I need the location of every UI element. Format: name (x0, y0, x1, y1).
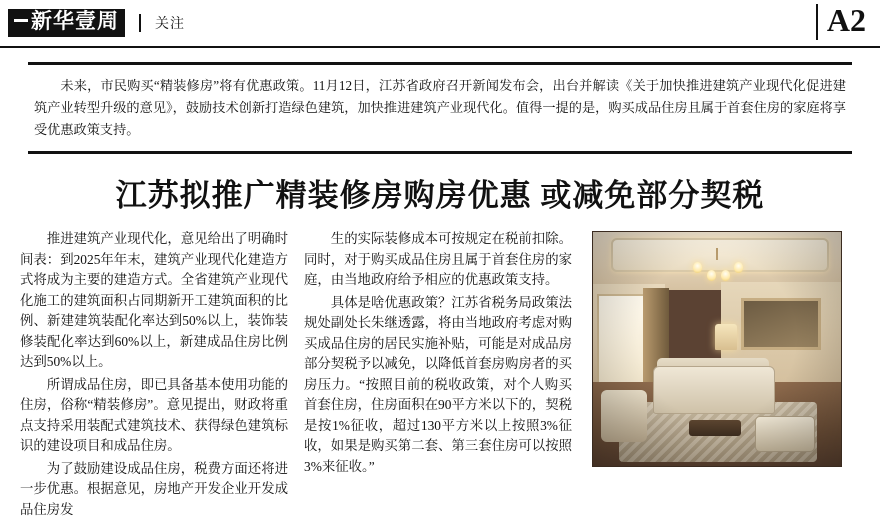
paragraph: 为了鼓励建设成品住房，税费方面还将进一步优惠。根据意见，房地产开发企业开发成品住房发 (20, 460, 288, 517)
article-column-right (304, 229, 572, 479)
lead-summary-text: 未来，市民购买“精装修房”将有优惠政策。11月12日，江苏省政府召开新闻发布会，出台并解读《关于加快推进建筑产业现代化促进建筑产业转型升级的意见》，鼓励技术创新打造绿色建筑，加快推进建筑产业现代化。值得一提的是，购买成品住房且属于首套住房的家庭将享受优惠政策支持。 (34, 78, 846, 137)
paragraph: 所谓成品住房，即已具备基本使用功能的住房，俗称“精装修房”。意见提出，财政将重点支持采用装配式建筑技术、获得绿色建筑标识的建设项目和成品住房。 (20, 376, 288, 453)
paragraph: 推进建筑产业现代化，意见给出了明确时间表：到2025年年末，建筑产业现代化建造方式将成为主要的建造方式。全省建筑产业现代化施工的建筑面积占同期新开工建筑面积的比例、新建建筑装配化率达到50%以上，装饰装修装配化率达到60%以上，新建成品住房比例达到50%以上。 (20, 231, 288, 369)
page-title: 江苏拟推广精装修房购房优惠 或减免部分契税 (115, 178, 765, 213)
logo-dash-icon (14, 19, 28, 22)
article-column-left (20, 229, 288, 522)
paragraph: 具体是啥优惠政策？江苏省税务局政策法规处副处长朱继透露，将由当地政府考虑对购买成品住房的居民实施补贴，可能是对成品房部分契税予以减免，以降低首套房购房者的买房压力。“按照目前的税收政策，对个人购买首套住房，住房面积在90平方米以下的，契税是按1%征收，超过130平方米以上按照3%征收，如果是购买第二套、第三套住房可以按照3%来征收。” (304, 294, 572, 474)
paragraph: 生的实际装修成本可按规定在税前扣除。同时，对于购买成品住房且属于首套住房的家庭，由当地政府给予相应的优惠政策支持。 (304, 231, 572, 287)
lead-summary-box (28, 62, 852, 154)
masthead-divider (816, 4, 818, 40)
page-number: A2 (826, 2, 866, 38)
photo-vignette (593, 232, 841, 466)
living-room-photo (592, 231, 842, 467)
logo-block (0, 9, 185, 36)
article-body (0, 229, 880, 522)
article-photo-wrapper (592, 231, 842, 467)
publication-logo-text: 新华壹周 (31, 10, 119, 34)
publication-logo (8, 9, 125, 36)
section-label: 关注 (139, 14, 185, 32)
masthead (0, 0, 880, 48)
